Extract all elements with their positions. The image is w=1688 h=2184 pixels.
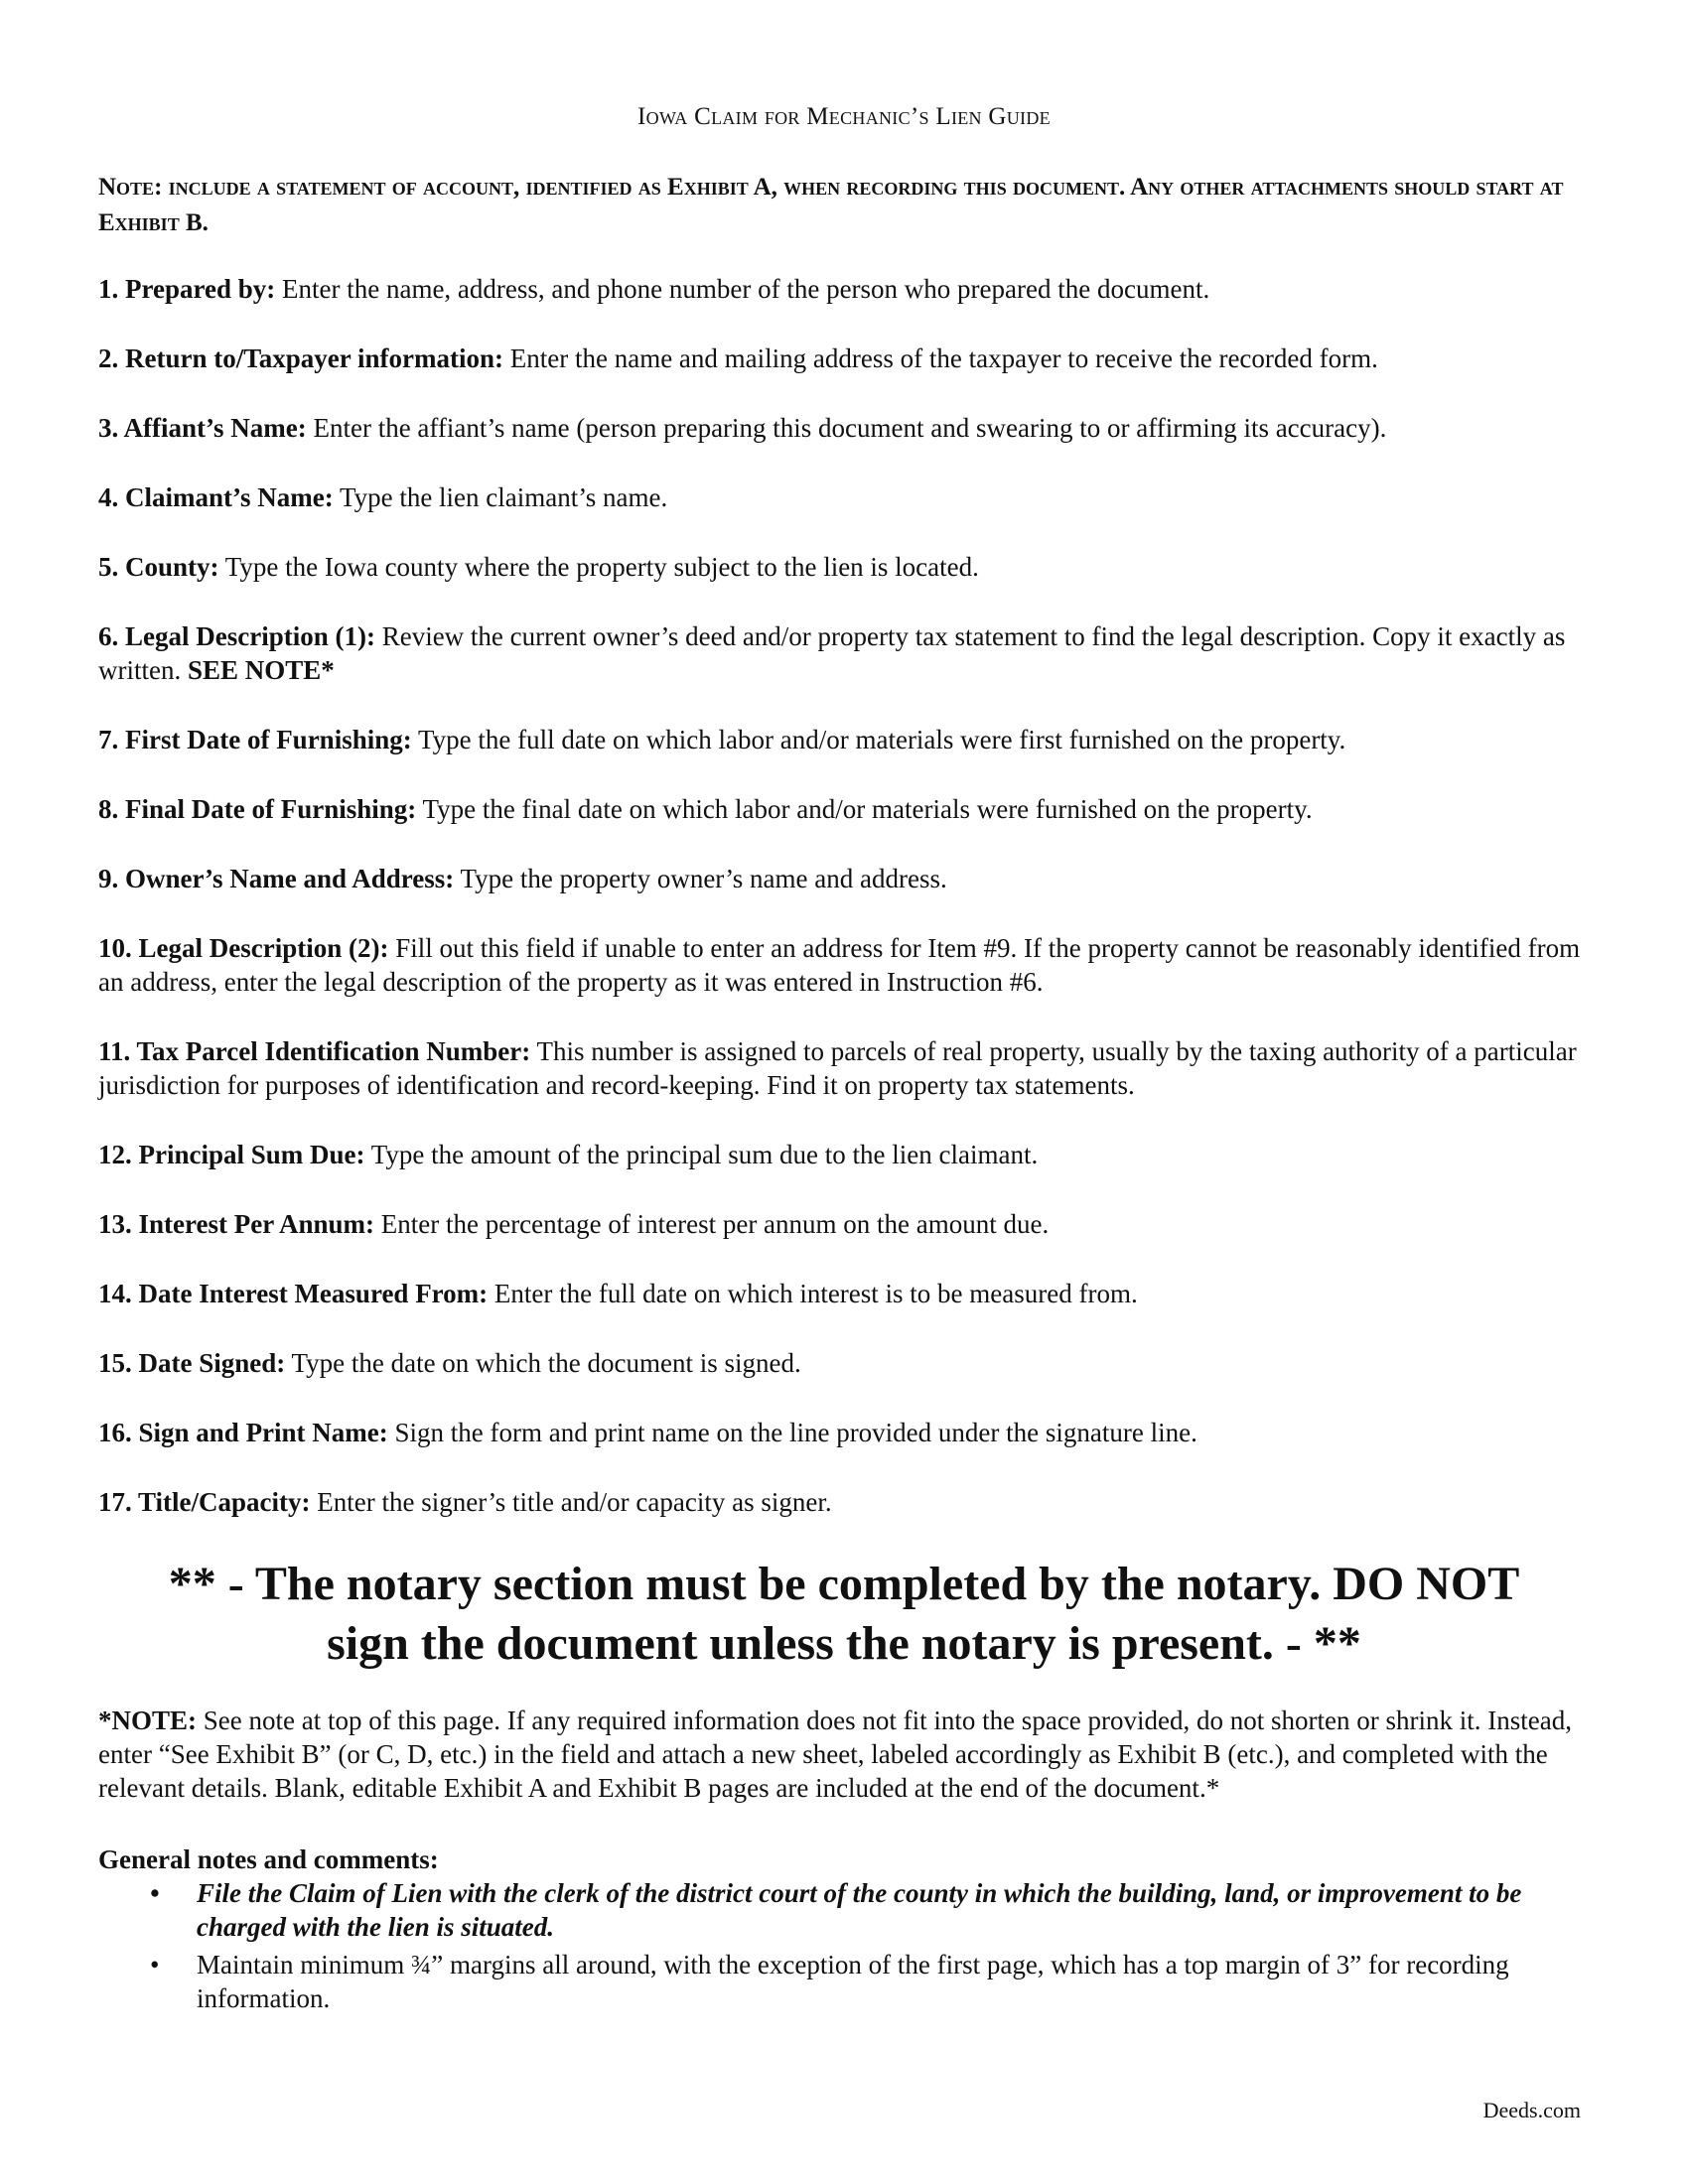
instruction-label: 4. Claimant’s Name: xyxy=(98,482,334,512)
instruction-text: Type the Iowa county where the property subject to the lien is located. xyxy=(218,552,979,582)
instruction-item xyxy=(98,1346,1590,1380)
instruction-text: Fill out this field if unable to enter an address for Item #9. If the property cannot be reasonably identified from an address, enter the legal description of the property as it was entered in Instruction #6. xyxy=(98,933,1581,997)
instruction-text: Type the amount of the principal sum due to the lien claimant. xyxy=(364,1140,1039,1169)
instruction-item xyxy=(98,792,1590,826)
instruction-tail: SEE NOTE* xyxy=(187,655,335,685)
instruction-item xyxy=(98,272,1590,306)
instruction-label: 13. Interest Per Annum: xyxy=(98,1209,374,1239)
instruction-text: Enter the name, address, and phone number of the person who prepared the document. xyxy=(275,274,1210,304)
instruction-text: Sign the form and print name on the line provided under the signature line. xyxy=(387,1418,1197,1447)
instruction-label: 11. Tax Parcel Identification Number: xyxy=(98,1036,531,1066)
instruction-label: 16. Sign and Print Name: xyxy=(98,1418,388,1447)
instruction-item xyxy=(98,411,1590,445)
instruction-item xyxy=(98,1485,1590,1519)
footer-brand: Deeds.com xyxy=(1482,2098,1581,2122)
instruction-item xyxy=(98,1207,1590,1241)
instruction-text: Type the full date on which labor and/or materials were first furnished on the property. xyxy=(411,725,1346,754)
page-title: Iowa Claim for Mechanic’s Lien Guide xyxy=(637,103,1051,130)
instruction-label: 6. Legal Description (1): xyxy=(98,621,375,651)
instruction-label: 17. Title/Capacity: xyxy=(98,1487,311,1517)
exhibit-note: Note: include a statement of account, identified as Exhibit A, when recording this document. Any other attachments should start at Exhibit B. xyxy=(98,174,1564,236)
instruction-label: 7. First Date of Furnishing: xyxy=(98,725,412,754)
list-item-text: Maintain minimum ¾” margins all around, with the exception of the first page, which has a top margin of 3” for recording information. xyxy=(197,1950,1509,2013)
footnote-text: See note at top of this page. If any required information does not fit into the space provided, do not shorten or shrink it. Instead, enter “See Exhibit B” (or C, D, etc.) in the field and attach a new sheet, labeled accordingly as Exhibit B (etc.), and completed with the relevant details. Blank, editable Exhibit A and Exhibit B pages are included at the end of the document.* xyxy=(98,1706,1572,1803)
instruction-item xyxy=(98,1277,1590,1310)
list-item-text: File the Claim of Lien with the clerk of the district court of the county in which the building, land, or improvement to be charged with the lien is situated. xyxy=(197,1878,1522,1942)
instruction-text: Type the final date on which labor and/or materials were furnished on the property. xyxy=(416,794,1313,824)
instruction-text: Enter the affiant’s name (person preparing this document and swearing to or affirming its accuracy). xyxy=(306,413,1387,443)
instruction-label: 12. Principal Sum Due: xyxy=(98,1140,365,1169)
bullet-icon: • xyxy=(150,1950,160,1979)
instruction-label: 2. Return to/Taxpayer information: xyxy=(98,343,503,373)
instruction-item xyxy=(98,1034,1590,1102)
footnote-label: *NOTE: xyxy=(98,1706,198,1735)
instruction-label: 1. Prepared by: xyxy=(98,274,276,304)
instruction-text: Enter the name and mailing address of the taxpayer to receive the recorded form. xyxy=(503,343,1378,373)
list-item xyxy=(98,1876,1590,1944)
instruction-text: Type the property owner’s name and address. xyxy=(454,864,947,893)
general-notes-list xyxy=(98,1876,1590,2015)
instruction-label: 9. Owner’s Name and Address: xyxy=(98,864,455,893)
instruction-item xyxy=(98,723,1590,756)
instruction-label: 3. Affiant’s Name: xyxy=(98,413,307,443)
instruction-text: Type the date on which the document is signed. xyxy=(285,1348,801,1378)
instruction-item xyxy=(98,480,1590,514)
bullet-icon: • xyxy=(150,1878,160,1908)
general-notes-heading: General notes and comments: xyxy=(98,1844,439,1874)
instruction-item xyxy=(98,1416,1590,1449)
instruction-item xyxy=(98,341,1590,375)
instruction-label: 5. County: xyxy=(98,552,219,582)
instruction-label: 15. Date Signed: xyxy=(98,1348,286,1378)
instruction-text: Enter the full date on which interest is to be measured from. xyxy=(488,1279,1138,1308)
instruction-label: 8. Final Date of Furnishing: xyxy=(98,794,417,824)
instruction-text: Enter the percentage of interest per annum on the amount due. xyxy=(374,1209,1050,1239)
instruction-text: Review the current owner’s deed and/or property tax statement to find the legal description. Copy it exactly as written. xyxy=(98,621,1566,685)
instruction-text: Enter the signer’s title and/or capacity as signer. xyxy=(310,1487,832,1517)
exhibit-footnote xyxy=(98,1704,1590,1805)
instruction-label: 14. Date Interest Measured From: xyxy=(98,1279,489,1308)
instruction-item xyxy=(98,931,1590,999)
notary-warning: ** - The notary section must be completed by the notary. DO NOT sign the document unless the notary is present. - ** xyxy=(168,1558,1520,1670)
instruction-item xyxy=(98,619,1590,687)
instruction-item xyxy=(98,862,1590,895)
instruction-item xyxy=(98,1138,1590,1171)
instruction-item xyxy=(98,550,1590,584)
document-page xyxy=(98,99,1590,2019)
instruction-list xyxy=(98,272,1590,1519)
instruction-text: This number is assigned to parcels of real property, usually by the taxing authority of a particular jurisdiction for purposes of identification and record-keeping. Find it on property tax statements. xyxy=(98,1036,1577,1100)
list-item xyxy=(98,1948,1590,2015)
instruction-text: Type the lien claimant’s name. xyxy=(333,482,668,512)
instruction-label: 10. Legal Description (2): xyxy=(98,933,389,963)
